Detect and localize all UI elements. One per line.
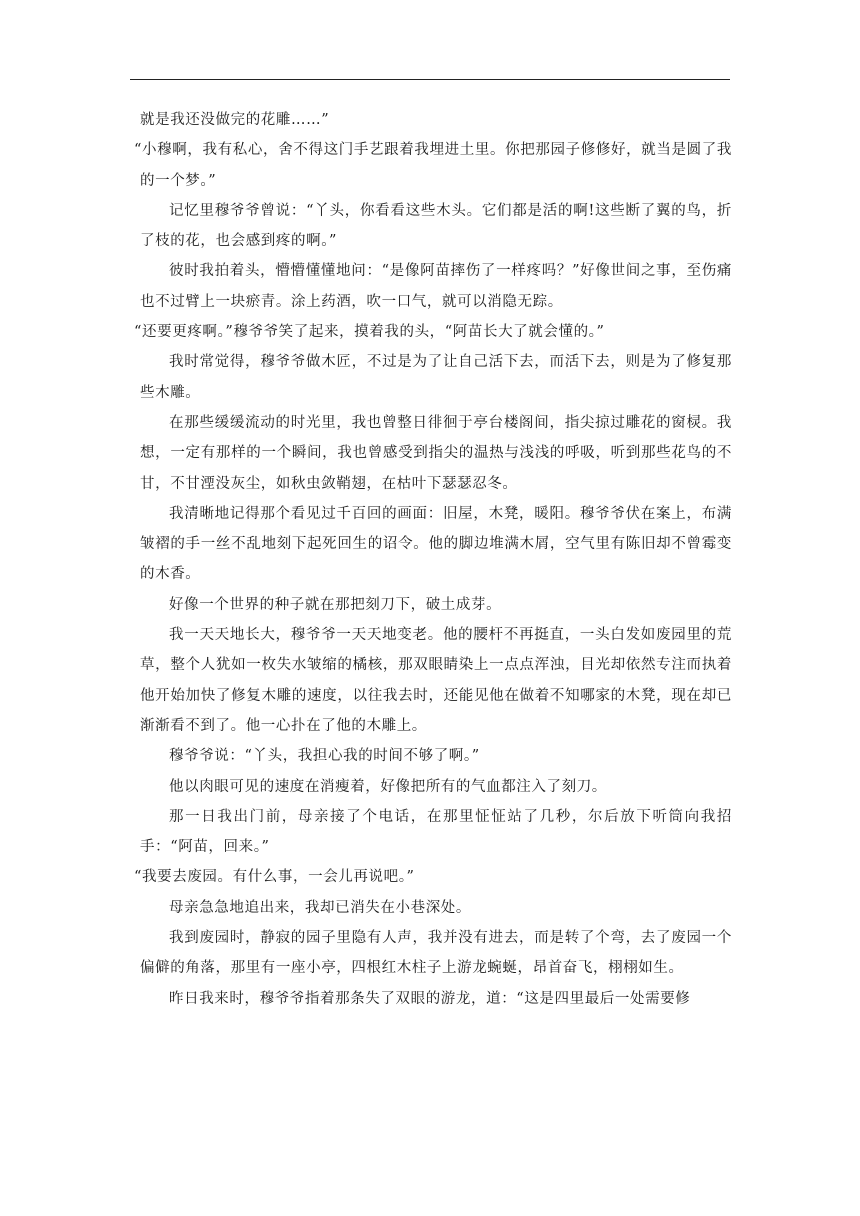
paragraph-6: 我时常觉得，穆爷爷做木匠，不过是为了让自己活下去，而活下去，则是为了修复那些木雕。 <box>140 354 732 401</box>
paragraph-2: “小穆啊，我有私心，舍不得这门手艺跟着我埋进土里。你把那园子修修好，就当是圆了我的一个梦。” <box>134 142 732 189</box>
paragraph-3: 记忆里穆爷爷曾说：“丫头，你看看这些木头。它们都是活的啊!这些断了翼的鸟，折了枝的花，也会感到疼的啊。” <box>140 202 732 250</box>
paragraph-8: 我清晰地记得那个看见过千百回的画面：旧屋，木凳，暖阳。穆爷爷伏在案上，布满皱褶的手一丝不乱地刻下起死回生的诏令。他的脚边堆满木屑，空气里有陈旧却不曾霉变的木香。 <box>140 505 732 583</box>
header-rule <box>130 79 730 80</box>
paragraph-7: 在那些缓缓流动的时光里，我也曾整日徘徊于亭台楼阁间，指尖掠过雕花的窗棂。我想，一定有那样的一个瞬间，我也曾感受到指尖的温热与浅浅的呼吸，听到那些花鸟的不甘，不甘湮没灰尘，如秋虫敛鞘翅，在枯叶下瑟瑟忍冬。 <box>140 414 732 492</box>
paragraph-11: 穆爷爷说：“丫头，我担心我的时间不够了啊。” <box>169 748 480 765</box>
paragraph-12: 他以肉眼可见的速度在消瘦着，好像把所有的气血都注入了刻刀。 <box>169 778 607 795</box>
paragraph-4: 彼时我拍着头，懵懵懂懂地问：“是像阿苗摔伤了一样疼吗？”好像世间之事，至伤痛也不过臂上一块瘀青。涂上药酒，吹一口气，就可以消隐无踪。 <box>140 263 732 310</box>
paragraph-10: 我一天天地长大，穆爷爷一天天地变老。他的腰杆不再挺直，一头白发如废园里的荒草，整个人犹如一枚失水皱缩的橘核，那双眼睛染上一点点浑浊，目光却依然专注而执着他开始加快了修复木雕的速度，以往我去时，还能见他在做着不知哪家的木凳，现在却已渐渐看不到了。他一心扑在了他的木雕上。 <box>140 627 732 734</box>
paragraph-16: 我到废园时，静寂的园子里隐有人声，我并没有进去，而是转了个弯，去了废园一个偏僻的角落，那里有一座小亭，四根红木柱子上游龙蜿蜒，昂首奋飞，栩栩如生。 <box>140 930 732 977</box>
paragraph-14: “我要去废园。有什么事，一会儿再说吧。” <box>134 869 415 886</box>
paragraph-5: “还要更疼啊。”穆爷爷笑了起来，摸着我的头，“阿苗长大了就会懂的。” <box>134 324 605 341</box>
document-body <box>134 105 732 1014</box>
paragraph-9: 好像一个世界的种子就在那把刻刀下，破土成芽。 <box>169 596 502 613</box>
paragraph-1: 就是我还没做完的花雕……” <box>140 112 330 128</box>
paragraph-15: 母亲急急地追出来，我却已消失在小巷深处。 <box>169 899 471 916</box>
paragraph-13: 那一日我出门前，母亲接了个电话，在那里怔怔站了几秒，尔后放下听筒向我招手：“阿苗，回来。” <box>140 808 732 856</box>
paragraph-17: 昨日我来时，穆爷爷指着那条失了双眼的游龙，道：“这是四里最后一处需要修 <box>169 990 691 1007</box>
